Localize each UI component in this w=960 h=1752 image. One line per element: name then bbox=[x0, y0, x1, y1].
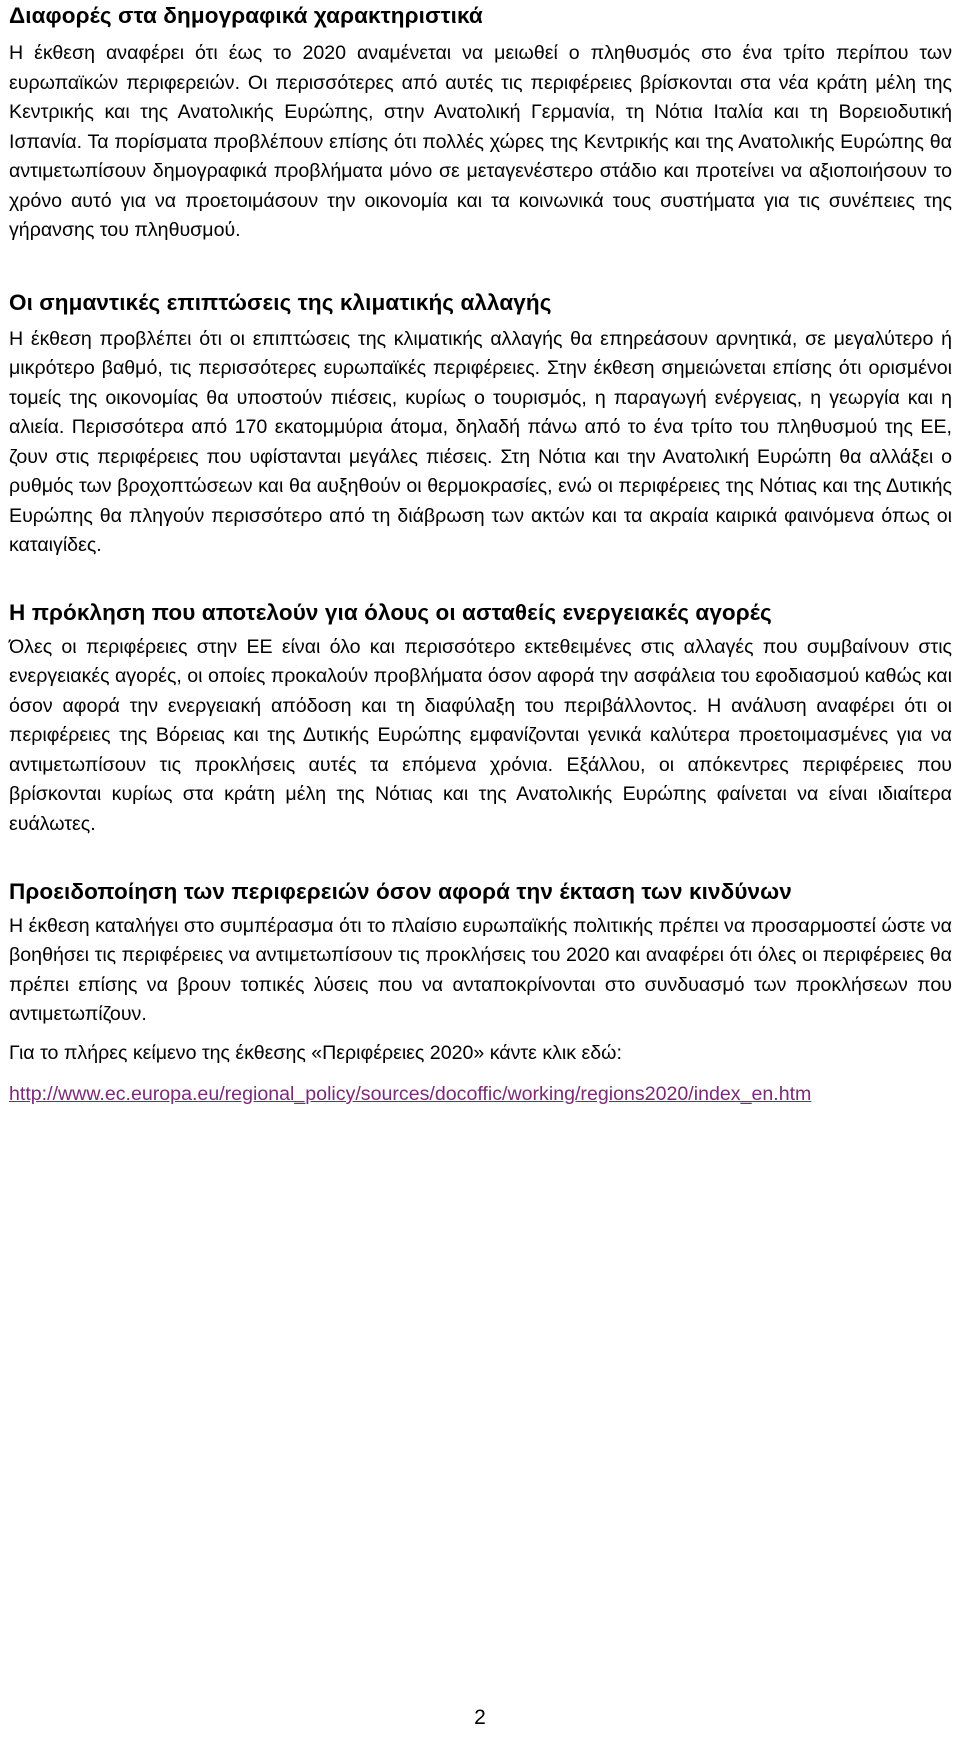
heading-regional-warning: Προειδοποίηση των περιφερειών όσον αφορά την έκταση των κινδύνων bbox=[9, 879, 792, 904]
paragraph-energy-markets: Όλες οι περιφέρειες στην ΕΕ είναι όλο και περισσότερο εκτεθειμένες στις αλλαγές που συμβαίνουν στις ενεργειακές αγορές, οι οποίες προκαλούν προβλήματα όσον αφορά την ασφάλεια του εφοδιασμού καθώς και όσον αφορά την ενεργειακή απόδοση και τη διαφύλαξη του περιβάλλοντος. Η ανάλυση αναφέρει ότι οι περιφέρειες της Βόρειας και της Δυτικής Ευρώπης εμφανίζονται γενικά καλύτερα προετοιμασμένες για να αντιμετωπίσουν τις προκλήσεις αυτές τα επόμενα χρόνια. Εξάλλου, οι απόκεντρες περιφέρειες που βρίσκονται κυρίως στα κράτη μέλη της Νότιας και της Ανατολικής Ευρώπης φαίνεται να είναι ιδιαίτερα ευάλωτες. bbox=[9, 635, 952, 835]
paragraph-regional-warning: Η έκθεση καταλήγει στο συμπέρασμα ότι το πλαίσιο ευρωπαϊκής πολιτικής πρέπει να προσαρμοστεί ώστε να βοηθήσει τις περιφέρειες να αντιμετωπίσουν τις προκλήσεις του 2020 και αναφέρει ότι όλες οι περιφέρειες θα πρέπει επίσης να βρουν τοπικές λύσεις που να ανταποκρίνονται στο συνδυασμό των προκλήσεων που αντιμετωπίζουν. bbox=[9, 914, 952, 1025]
heading-demographics: Διαφορές στα δημογραφικά χαρακτηριστικά bbox=[9, 3, 483, 28]
heading-energy-markets: Η πρόκληση που αποτελούν για όλους οι ασταθείς ενεργειακές αγορές bbox=[9, 599, 772, 625]
page-number: 2 bbox=[474, 1706, 486, 1729]
paragraph-demographics: Η έκθεση αναφέρει ότι έως το 2020 αναμένεται να μειωθεί ο πληθυσμός στο ένα τρίτο περίπου των ευρωπαϊκών περιφερειών. Οι περισσότερες από αυτές τις περιφέρειες βρίσκονται στα νέα κράτη μέλη της Κεντρικής και της Ανατολικής Ευρώπης, στην Ανατολική Γερμανία, τη Νότια Ιταλία και τη Βορειοδυτική Ισπανία. Τα πορίσματα προβλέπουν επίσης ότι πολλές χώρες της Κεντρικής και της Ανατολικής Ευρώπης θα αντιμετωπίσουν δημογραφικά προβλήματα μόνο σε μεταγενέστερο στάδιο και προτείνει να αξιοποιήσουν το χρόνο αυτό για να προετοιμάσουν την οικονομία και τα κοινωνικά τους συστήματα για τις συνέπειες της γήρανσης του πληθυσμού. bbox=[9, 42, 952, 241]
report-link[interactable]: http://www.ec.europa.eu/regional_policy/sources/docoffic/working/regions2020/index_en.htm bbox=[9, 1083, 812, 1105]
page-content bbox=[9, 0, 952, 1108]
full-text-note: Για το πλήρες κείμενο της έκθεσης «Περιφέρειες 2020» κάντε κλικ εδώ: bbox=[9, 1041, 622, 1064]
heading-climate-change: Οι σημαντικές επιπτώσεις της κλιματικής αλλαγής bbox=[9, 289, 552, 315]
paragraph-climate-change: Η έκθεση προβλέπει ότι οι επιπτώσεις της κλιματικής αλλαγής θα επηρεάσουν αρνητικά, σε μεγαλύτερο ή μικρότερο βαθμό, τις περισσότερες ευρωπαϊκές περιφέρειες. Στην έκθεση σημειώνεται επίσης ότι ορισμένοι τομείς της οικονομίας θα υποστούν πιέσεις, κυρίως ο τουρισμός, η παραγωγή ενέργειας, η γεωργία και η αλιεία. Περισσότερα από 170 εκατομμύρια άτομα, δηλαδή πάνω από το ένα τρίτο του πληθυσμού της ΕΕ, ζουν στις περιφέρειες που υφίστανται μεγάλες πιέσεις. Στη Νότια και την Ανατολική Ευρώπη θα αλλάξει ο ρυθμός των βροχοπτώσεων και θα αυξηθούν οι θερμοκρασίες, ενώ οι περιφέρειες της Νότιας και της Δυτικής Ευρώπης θα πληγούν περισσότερο από τη διάβρωση των ακτών και τα ακραία καιρικά φαινόμενα όπως οι καταιγίδες. bbox=[9, 327, 952, 556]
